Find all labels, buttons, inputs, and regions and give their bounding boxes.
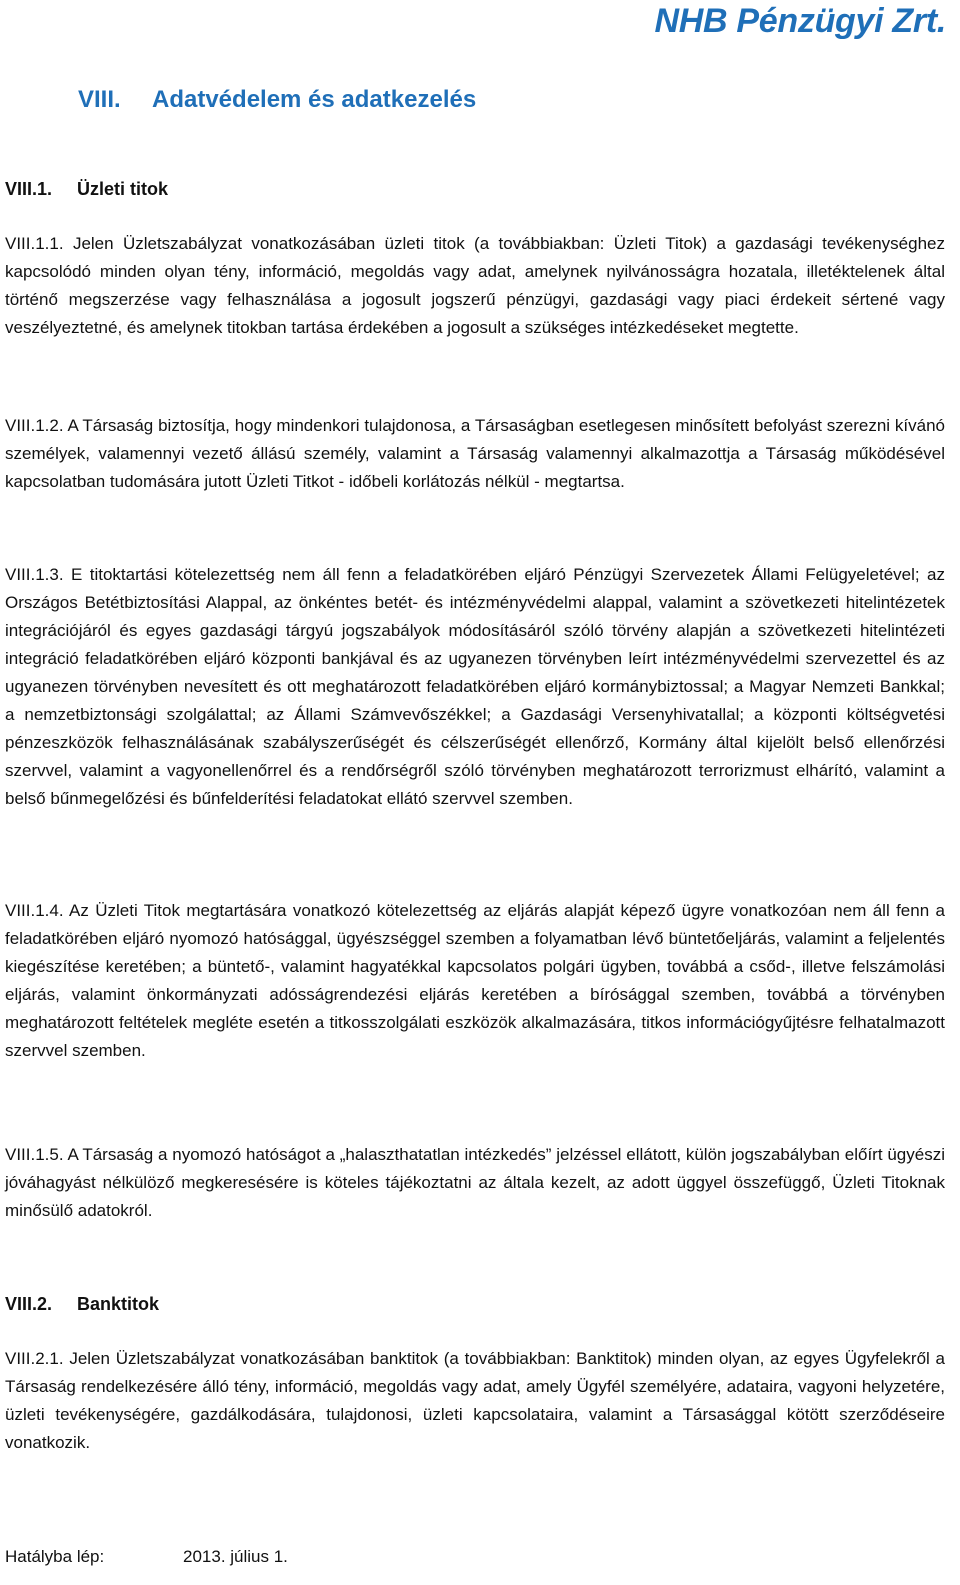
paragraph-1-5 [5, 1141, 945, 1225]
chapter-title: Adatvédelem és adatkezelés [152, 86, 477, 113]
paragraph-1-2 [5, 412, 945, 496]
effective-date-value: 2013. július 1. [183, 1547, 288, 1566]
paragraph-number: VIII.1.2. [5, 416, 64, 435]
paragraph-number: VIII.1.1. [5, 234, 64, 253]
effective-date-footer [5, 1543, 288, 1571]
paragraph-text: A Társaság biztosítja, hogy mindenkori tulajdonosa, a Társaságban esetlegesen minősített befolyást szerezni kívánó személyek, valamennyi vezető állású személy, valamint a Társaság valamennyi alkalmazottja a Társaság működésével kapcsolatban tudomására jutott Üzleti Titkot - időbeli korlátozás nélkül - megtartsa. [5, 416, 945, 491]
section-heading-1 [5, 179, 168, 200]
section-title: Üzleti titok [77, 179, 169, 199]
effective-date-label: Hatályba lép: [5, 1547, 105, 1566]
paragraph-text: E titoktartási kötelezettség nem áll fenn a feladatkörében eljáró Pénzügyi Szervezetek Állami Felügyeletével; az Országos Betétbiztosítási Alappal, az önkéntes betét- és intézményvédelmi alappal, valamint a szövetkezeti hitelintézetek integrációjáról és egyes gazdasági tárgyú jogszabályok módosításáról szóló törvény alapján a szövetkezeti hitelintézeti integráció feladatkörében eljáró központi bankjával és az ugyanezen törvényben leírt intézményvédelmi szervezettel és az ugyanezen törvényben nevesített és ott meghatározott feladatkörében eljáró kormánybiztossal; a Magyar Nemzeti Bankkal; a nemzetbiztonsági szolgálattal; az Állami Számvevőszékkel; a Gazdasági Versenyhivatallal; a központi költségvetési pénzeszközök felhasználásának szabályszerűségét és célszerűségét ellenőrző, Kormány által kijelölt belső ellenőrzési szervvel, valamint a vagyonellenőrrel és a rendőrségről szóló törvényben meghatározott terrorizmust elhárító, valamint a belső bűnmegelőzési és bűnfelderítési feladatokat ellátó szervvel szemben. [5, 565, 945, 808]
paragraph-text: Jelen Üzletszabályzat vonatkozásában üzleti titok (a továbbiakban: Üzleti Titok) a gazdasági tevékenységhez kapcsolódó minden olyan tény, információ, megoldás vagy adat, amelynek nyilvánosságra hozatala, illetéktelenek által történő megszerzése vagy felhasználása a jogosult jogszerű pénzügyi, gazdasági vagy piaci érdekeit sértené vagy veszélyeztetné, és amelynek titokban tartása érdekében a jogosult a szükséges intézkedéseket megtette. [5, 234, 945, 337]
paragraph-number: VIII.1.4. [5, 901, 64, 920]
chapter-number: VIII. [78, 86, 121, 113]
paragraph-1-1 [5, 230, 945, 342]
section-number: VIII.2. [5, 1294, 53, 1314]
paragraph-number: VIII.1.5. [5, 1145, 64, 1164]
paragraph-1-4 [5, 897, 945, 1065]
paragraph-number: VIII.2.1. [5, 1349, 64, 1368]
section-heading-2 [5, 1294, 159, 1315]
paragraph-number: VIII.1.3. [5, 565, 64, 584]
paragraph-text: Az Üzleti Titok megtartására vonatkozó kötelezettség az eljárás alapját képező ügyre vonatkozóan nem áll fenn a feladatkörében eljáró nyomozó hatósággal, ügyészséggel szemben a folyamatban lévő büntetőeljárás, valamint a feljelentés kiegészítése keretében; a büntető-, valamint hagyatékkal kapcsolatos polgári ügyben, továbbá a csőd-, illetve felszámolási eljárás, valamint önkormányzati adósságrendezési eljárás keretében a bírósággal szemben, továbbá a törvényben meghatározott feltételek megléte esetén a titkosszolgálati eszközök alkalmazására, titkos információgyűjtésre felhatalmazott szervvel szemben. [5, 901, 945, 1060]
paragraph-text: A Társaság a nyomozó hatóságot a „halaszthatatlan intézkedés” jelzéssel ellátott, külön jogszabályban előírt ügyészi jóváhagyást nélkülöző megkeresésére is köteles tájékoztatni az általa kezelt, az adott üggyel összefüggő, Üzleti Titoknak minősülő adatokról. [5, 1145, 945, 1220]
chapter-heading [78, 86, 476, 114]
company-name: NHB Pénzügyi Zrt. [654, 2, 946, 40]
paragraph-2-1 [5, 1345, 945, 1457]
section-number: VIII.1. [5, 179, 53, 199]
paragraph-text: Jelen Üzletszabályzat vonatkozásában banktitok (a továbbiakban: Banktitok) minden olyan, az egyes Ügyfelekről a Társaság rendelkezésére álló tény, információ, megoldás vagy adat, amely Ügyfél személyére, adataira, vagyoni helyzetére, üzleti tevékenységére, gazdálkodására, tulajdonosi, üzleti kapcsolataira, valamint a Társasággal kötött szerződéseire vonatkozik. [5, 1349, 945, 1452]
paragraph-1-3 [5, 561, 945, 813]
section-title: Banktitok [77, 1294, 160, 1314]
